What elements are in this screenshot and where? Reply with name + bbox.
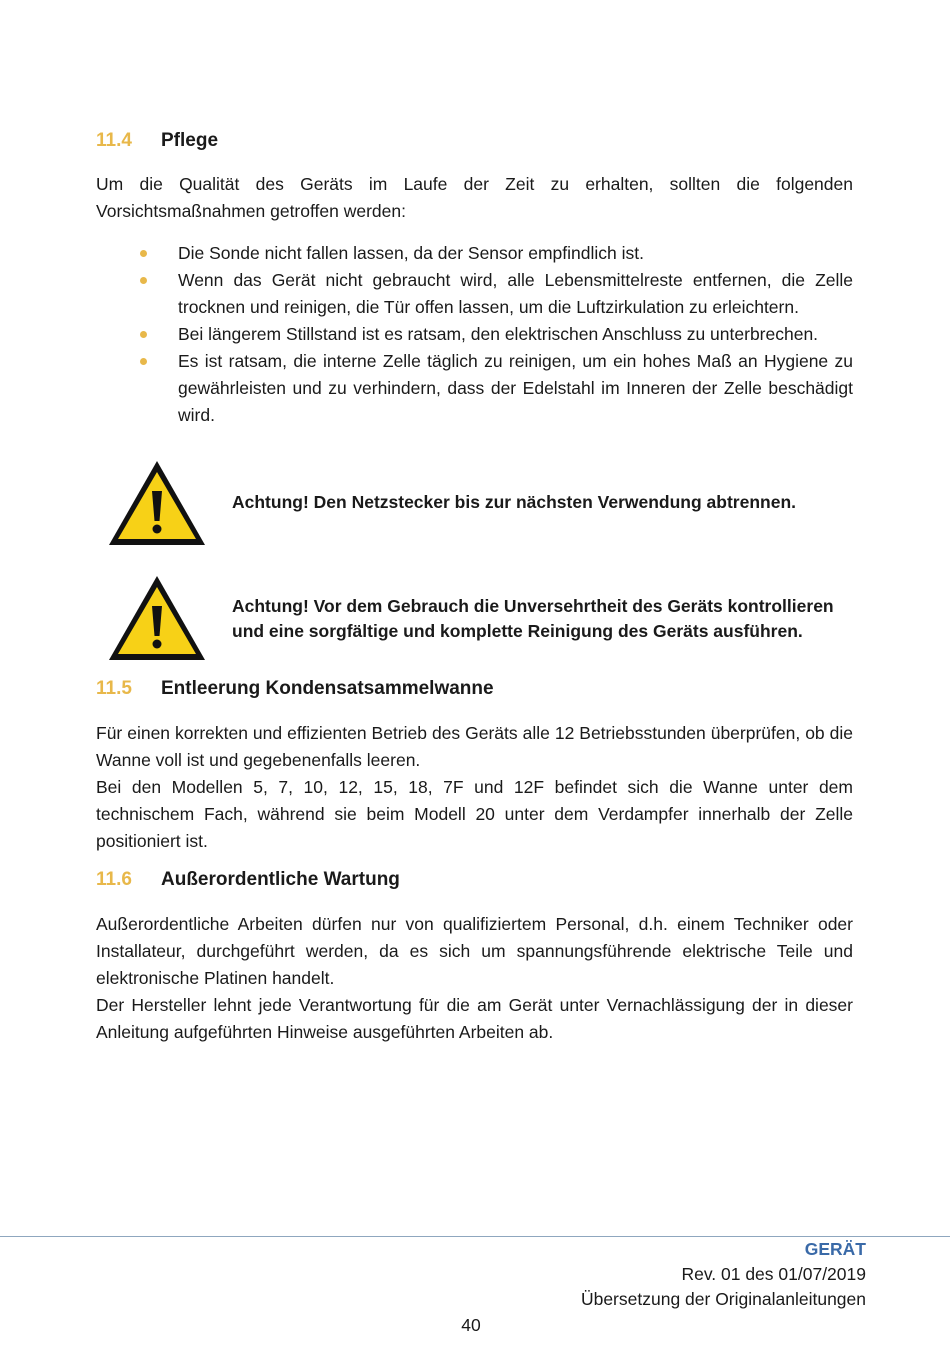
section-heading-11-5 — [96, 678, 494, 700]
paragraph: Der Hersteller lehnt jede Verantwortung für die am Gerät unter Vernachlässigung der in dieser Anleitung aufgeführten Hinweise ausgeführten Arbeiten ab. — [96, 995, 853, 1042]
bullet-icon — [140, 277, 147, 284]
paragraph: Für einen korrekten und effizienten Betrieb des Geräts alle 12 Betriebsstunden überprüfen, ob die Wanne voll ist und gegebenenfalls leeren. — [96, 723, 853, 770]
section-number: 11.6 — [96, 869, 132, 890]
bullet-icon — [140, 331, 147, 338]
page-number: 40 — [461, 1315, 481, 1335]
footer-block — [581, 1237, 866, 1312]
warning-triangle-icon — [107, 574, 207, 662]
section-title: Entleerung Kondensatsammelwanne — [161, 678, 494, 699]
paragraph-intro: Um die Qualität des Geräts im Laufe der Zeit zu erhalten, sollten die folgenden Vorsichtsmaßnahmen getroffen werden: — [96, 174, 853, 221]
warning-text-check: Achtung! Vor dem Gebrauch die Unversehrtheit des Geräts kontrollieren und eine sorgfältige und komplette Reinigung des Geräts ausführen. — [232, 596, 834, 641]
bullet-icon — [140, 358, 147, 365]
bullet-list — [96, 240, 853, 429]
footer-brand: GERÄT — [804, 1239, 866, 1259]
section-number: 11.4 — [96, 130, 132, 151]
section-title: Pflege — [161, 130, 219, 151]
list-item: Wenn das Gerät nicht gebraucht wird, alle Lebensmittelreste entfernen, die Zelle trocknen und reinigen, die Tür offen lassen, um die Luftzirkulation zu erleichtern. — [96, 267, 853, 321]
paragraph: Außerordentliche Arbeiten dürfen nur von qualifiziertem Personal, d.h. einem Techniker oder Installateur, durchgeführt werden, da es sich um spannungsführende elektrische Teile und elektronische Platinen handelt. — [96, 914, 853, 988]
section-title: Außerordentliche Wartung — [161, 869, 400, 890]
list-item: Die Sonde nicht fallen lassen, da der Sensor empfindlich ist. — [96, 240, 853, 267]
paragraph: Bei den Modellen 5, 7, 10, 12, 15, 18, 7F und 12F befindet sich die Wanne unter dem technischem Fach, während sie beim Modell 20 unter dem Verdampfer innerhalb der Zelle positioniert ist. — [96, 777, 853, 851]
section-number: 11.5 — [96, 678, 132, 699]
section-heading-11-4 — [96, 130, 218, 152]
warning-text-unplug: Achtung! Den Netzstecker bis zur nächsten Verwendung abtrennen. — [232, 492, 796, 512]
list-item: Bei längerem Stillstand ist es ratsam, den elektrischen Anschluss zu unterbrechen. — [96, 321, 853, 348]
bullet-icon — [140, 250, 147, 257]
section-heading-11-6 — [96, 869, 400, 891]
footer-subtitle: Übersetzung der Originalanleitungen — [580, 1289, 866, 1309]
list-item: Es ist ratsam, die interne Zelle täglich zu reinigen, um ein hohes Maß an Hygiene zu gewährleisten und zu verhindern, dass der Edelstahl im Inneren der Zelle beschädigt wird. — [96, 348, 853, 429]
footer-revision: Rev. 01 des 01/07/2019 — [681, 1264, 866, 1284]
warning-triangle-icon — [107, 459, 207, 547]
